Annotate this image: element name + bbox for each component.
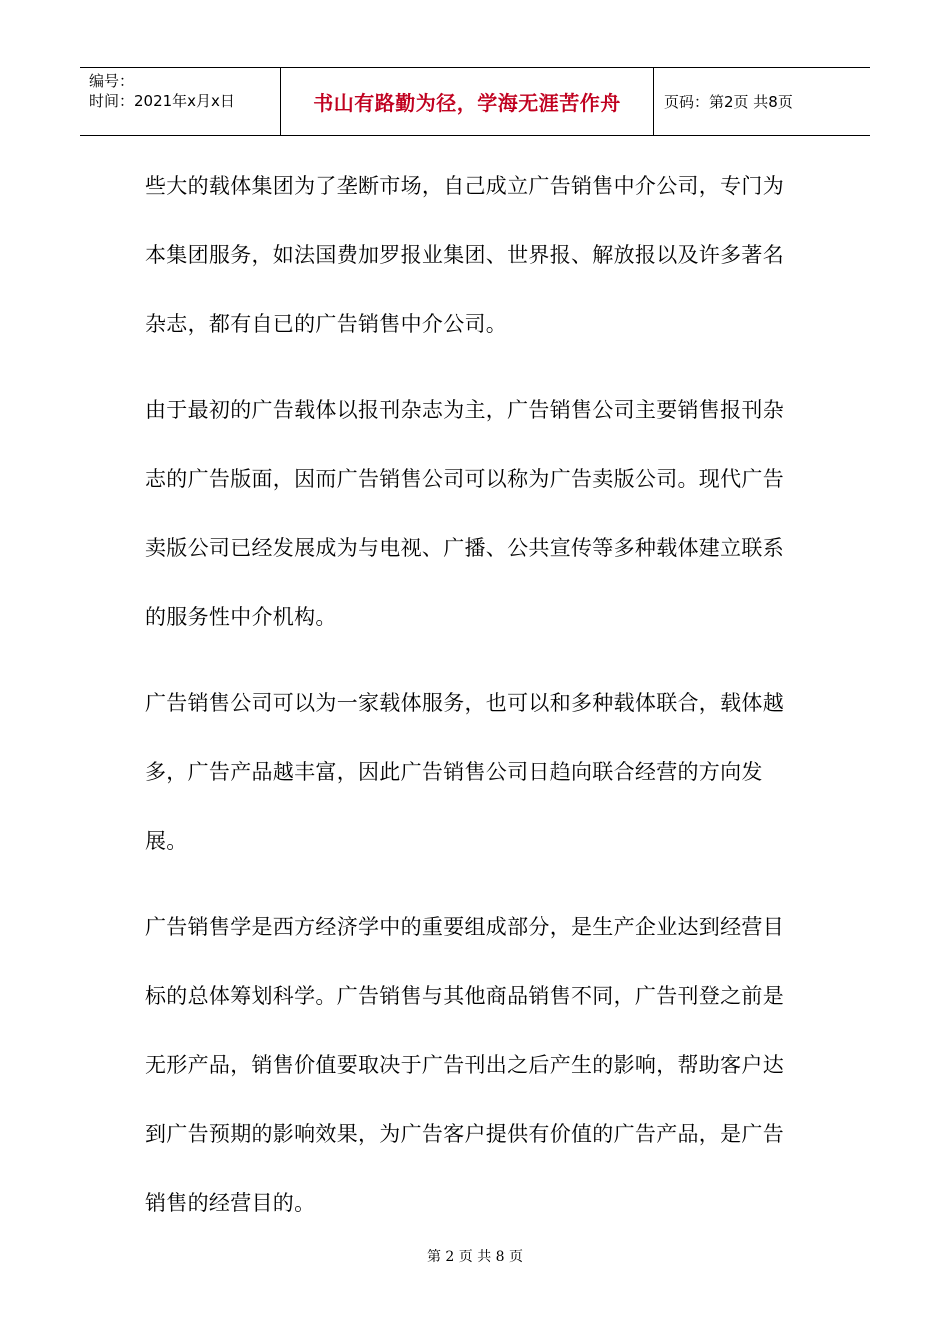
paragraph-2: 由于最初的广告载体以报刊杂志为主，广告销售公司主要销售报刊杂志的广告版面，因而广告销售公司可以称为广告卖版公司。现代广告卖版公司已经发展成为与电视、广播、公共宣传等多种载体建立联系的服务性中介机构。 (145, 398, 784, 629)
header-meta-cell (80, 68, 281, 135)
page-footer: 第 2 页 共 8 页 (426, 1249, 524, 1265)
date-label: 时间：2021年x月x日 (89, 92, 235, 110)
paragraph-1: 些大的载体集团为了垄断市场，自己成立广告销售中介公司，专门为本集团服务，如法国费加罗报业集团、世界报、解放报以及许多著名杂志，都有自已的广告销售中介公司。 (145, 174, 784, 336)
document-body (145, 152, 805, 1255)
paragraph-4: 广告销售学是西方经济学中的重要组成部分，是生产企业达到经营目标的总体筹划科学。广告销售与其他商品销售不同，广告刊登之前是无形产品，销售价值要取决于广告刊出之后产生的影响，帮助客户达到广告预期的影响效果，为广告客户提供有价值的广告产品，是广告销售的经营目的。 (145, 915, 784, 1215)
serial-number-label: 编号： (89, 72, 135, 90)
page-header (80, 67, 870, 136)
header-page-info: 页码：第2页 共8页 (664, 93, 793, 111)
paragraph-3: 广告销售公司可以为一家载体服务，也可以和多种载体联合，载体越多，广告产品越丰富，因此广告销售公司日趋向联合经营的方向发展。 (145, 691, 784, 853)
header-motto: 书山有路勤为径，学海无涯苦作舟 (281, 68, 654, 135)
